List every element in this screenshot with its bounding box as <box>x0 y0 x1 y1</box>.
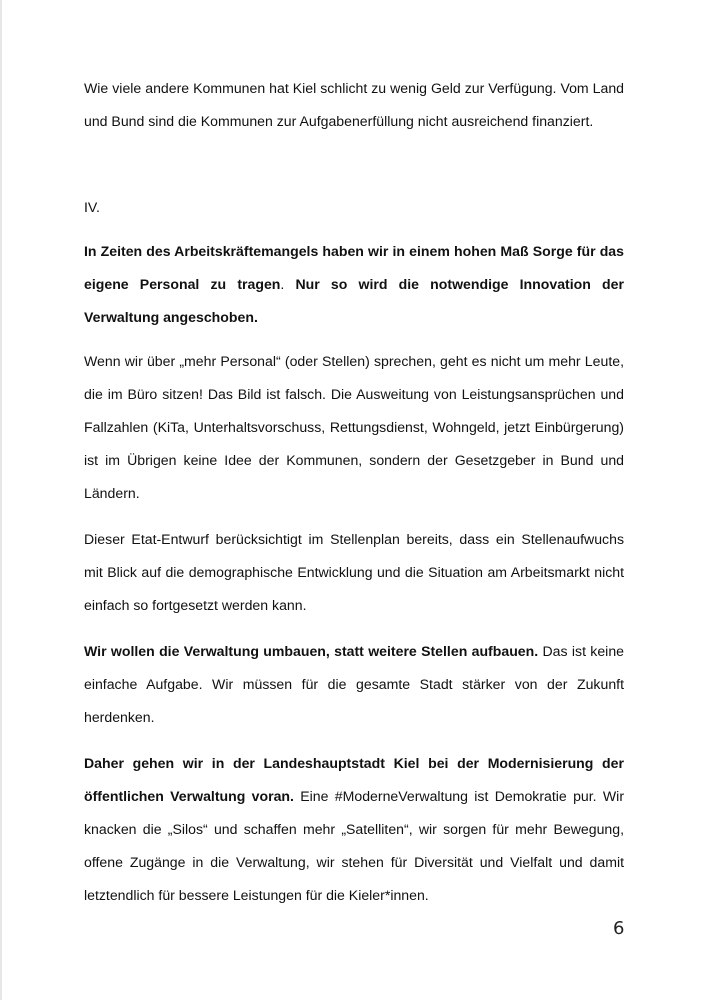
paragraph-modernization-bold: Daher gehen wir in der Landeshauptstadt Kiel bei der Modernisierung der öffentlichen Verwaltung voran. <box>84 755 624 804</box>
paragraph-budget-draft <box>84 523 624 622</box>
paragraph-funding <box>84 72 624 138</box>
paragraph-personnel <box>84 235 624 334</box>
paragraph-funding-text: Wie viele andere Kommunen hat Kiel schlicht zu wenig Geld zur Verfügung. Vom Land und Bund sind die Kommunen zur Aufgabenerfüllung nicht ausreichend finanziert. <box>84 80 624 129</box>
paragraph-personnel-bold-2: Nur so wird die notwendige Innovation der Verwaltung angeschoben. <box>84 276 624 325</box>
paragraph-more-staff <box>84 345 624 510</box>
paragraph-modernization-text: Eine #ModerneVerwaltung ist Demokratie pur. Wir knacken die „Silos“ und schaffen mehr „Satelliten“, wir sorgen für mehr Bewegung, offene Zugänge in die Verwaltung, wir stehen für Diversität und Vielfalt und damit letztendlich für bessere Leistungen für die Kieler*innen. <box>84 788 625 903</box>
paragraph-personnel-dot: . <box>280 276 296 292</box>
document-body <box>84 72 624 912</box>
section-number <box>84 191 624 224</box>
paragraph-more-staff-text: Wenn wir über „mehr Personal“ (oder Stellen) sprechen, geht es nicht um mehr Leute, die im Büro sitzen! Das Bild ist falsch. Die Ausweitung von Leistungsansprüchen und Fallzahlen (KiTa, Unterhaltsvorschuss, Rettungsdienst, Wohngeld, jetzt Einbürgerung) ist im Übrigen keine Idee der Kommunen, sondern der Gesetzgeber in Bund und Ländern. <box>84 353 624 501</box>
paragraph-restructure-text: Das ist keine einfache Aufgabe. Wir müssen für die gesamte Stadt stärker von der Zukunft herdenken. <box>84 643 624 725</box>
paragraph-restructure-bold: Wir wollen die Verwaltung umbauen, statt weitere Stellen aufbauen. <box>84 643 539 659</box>
paragraph-modernization <box>84 747 624 912</box>
section-number-text: IV. <box>84 199 100 215</box>
paragraph-personnel-bold: In Zeiten des Arbeitskräftemangels haben wir in einem hohen Maß Sorge für das eigene Personal zu tragen <box>84 243 624 292</box>
paragraph-budget-draft-text: Dieser Etat-Entwurf berücksichtigt im Stellenplan bereits, dass ein Stellenaufwuchs mit Blick auf die demographische Entwicklung und die Situation am Arbeitsmarkt nicht einfach so fortgesetzt werden kann. <box>84 531 624 613</box>
page-number: 6 <box>613 918 625 939</box>
paragraph-restructure <box>84 635 624 734</box>
